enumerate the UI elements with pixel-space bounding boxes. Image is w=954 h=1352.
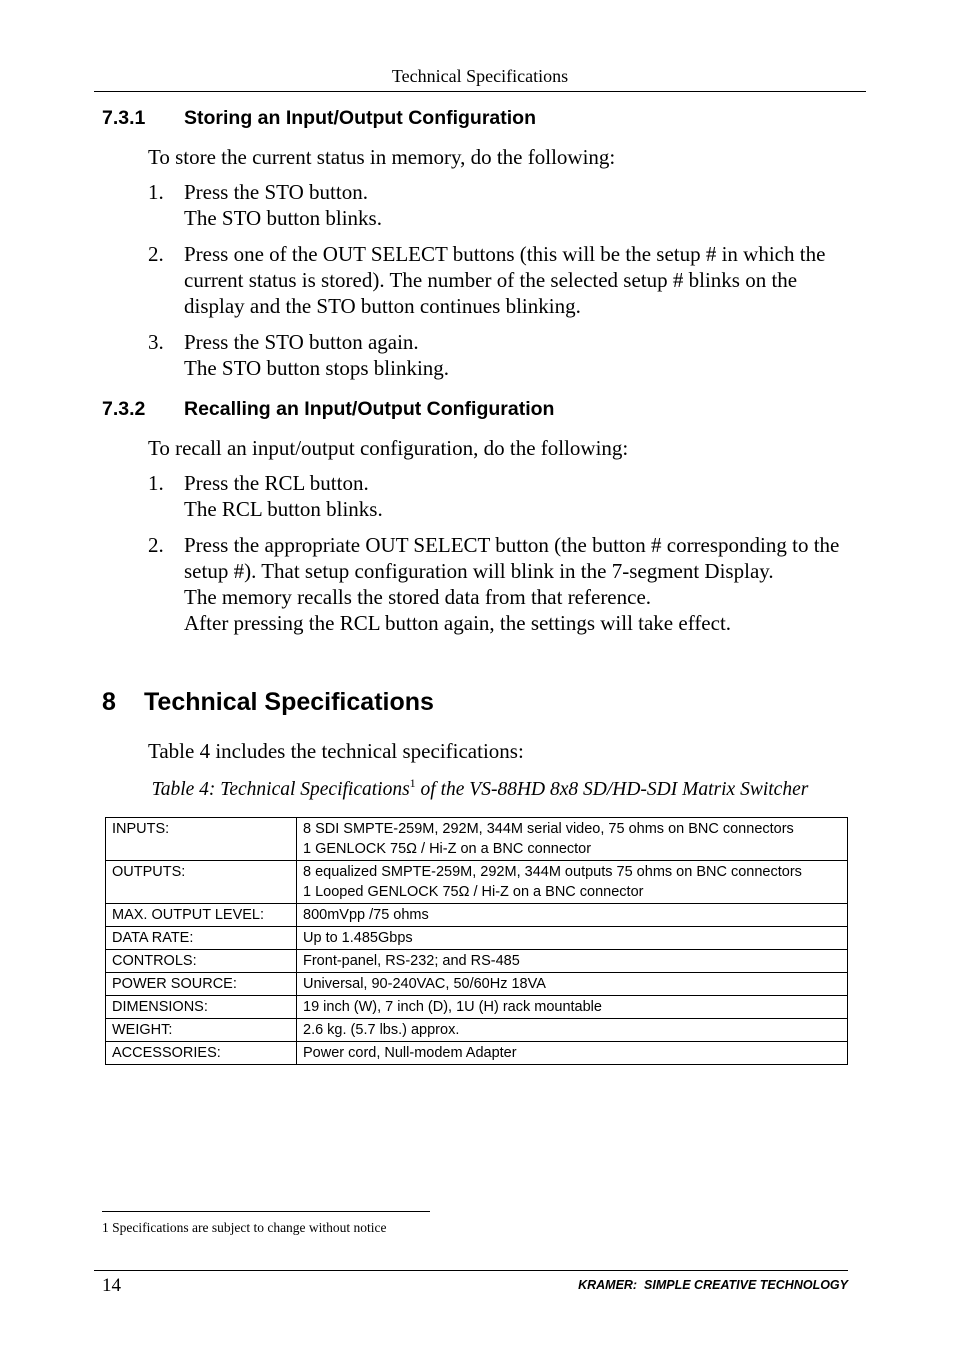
step-line: Press the RCL button. [184, 471, 369, 495]
chapter-title: Technical Specifications [144, 688, 434, 716]
spec-value [297, 861, 848, 904]
spec-value: Front-panel, RS-232; and RS-485 [297, 950, 848, 973]
section-number: 7.3.1 [102, 107, 146, 129]
spec-key: DATA RATE: [106, 927, 297, 950]
spec-value-line: 1 GENLOCK 75Ω / Hi-Z on a BNC connector [303, 841, 592, 857]
table-row [106, 996, 848, 1019]
step-line: Press one of the OUT SELECT buttons (this will be the setup # in which the current status is stored). The number of the selected setup # blinks on the display and the STO button continues blinking. [184, 242, 826, 318]
chapter-intro: Table 4 includes the technical specifications: [148, 739, 524, 763]
step-line: The STO button stops blinking. [184, 356, 450, 380]
caption-text: Table 4: Technical Specifications [151, 779, 410, 800]
list-item [148, 241, 858, 319]
section-intro-7-3-2: To recall an input/output configuration, do the following: [148, 436, 629, 460]
spec-value-line: 8 equalized SMPTE-259M, 292M, 344M outputs 75 ohms on BNC connectors [303, 864, 802, 880]
spec-value-line: 8 SDI SMPTE-259M, 292M, 344M serial video, 75 ohms on BNC connectors [303, 821, 794, 837]
list-item [148, 179, 858, 231]
table-row [106, 861, 848, 904]
list-item [148, 329, 858, 381]
list-item [148, 532, 858, 636]
footnote: 1 Specifications are subject to change without notice [102, 1220, 387, 1235]
step-number: 3. [148, 330, 164, 354]
running-header: Technical Specifications [391, 66, 569, 86]
section-intro-7-3-1: To store the current status in memory, do the following: [148, 145, 616, 169]
step-line: The STO button blinks. [184, 206, 382, 230]
spec-table [105, 817, 848, 1065]
spec-key: POWER SOURCE: [106, 973, 297, 996]
step-list-7-3-1 [148, 179, 858, 381]
step-list-7-3-2 [148, 470, 858, 636]
list-item [148, 470, 858, 522]
spec-key: WEIGHT: [106, 1019, 297, 1042]
table-caption [94, 777, 866, 803]
spec-key: CONTROLS: [106, 950, 297, 973]
step-number: 2. [148, 242, 164, 266]
spec-key: ACCESSORIES: [106, 1042, 297, 1065]
page-number: 14 [102, 1275, 121, 1296]
table-row [106, 904, 848, 927]
spec-key: OUTPUTS: [106, 861, 297, 904]
footnote-rule [102, 1211, 430, 1212]
section-title: Storing an Input/Output Configuration [184, 107, 537, 129]
step-line: The RCL button blinks. [184, 497, 383, 521]
footnote-marker: 1 [409, 776, 416, 790]
spec-key: MAX. OUTPUT LEVEL: [106, 904, 297, 927]
step-line: Press the STO button again. [184, 330, 419, 354]
header-rule [94, 91, 866, 92]
footer-brand: KRAMER: SIMPLE CREATIVE TECHNOLOGY [578, 1278, 848, 1292]
step-number: 1. [148, 471, 164, 495]
step-line: After pressing the RCL button again, the settings will take effect. [184, 611, 732, 635]
spec-value: 2.6 kg. (5.7 lbs.) approx. [297, 1019, 848, 1042]
step-number: 1. [148, 180, 164, 204]
spec-key: INPUTS: [106, 818, 297, 861]
spec-value: Power cord, Null-modem Adapter [297, 1042, 848, 1065]
section-number: 7.3.2 [102, 398, 146, 420]
table-row [106, 927, 848, 950]
spec-value: Up to 1.485Gbps [297, 927, 848, 950]
step-line: Press the STO button. [184, 180, 368, 204]
table-row [106, 973, 848, 996]
section-title: Recalling an Input/Output Configuration [184, 398, 555, 420]
table-row [106, 1019, 848, 1042]
spec-value-line: 1 Looped GENLOCK 75Ω / Hi-Z on a BNC connector [303, 884, 644, 900]
table-row [106, 818, 848, 861]
table-row [106, 1042, 848, 1065]
table-row [106, 950, 848, 973]
spec-value: 19 inch (W), 7 inch (D), 1U (H) rack mountable [297, 996, 848, 1019]
step-line: The memory recalls the stored data from that reference. [184, 585, 652, 609]
caption-text-rest: of the VS-88HD 8x8 SD/HD-SDI Matrix Switcher [415, 779, 809, 800]
spec-value: Universal, 90-240VAC, 50/60Hz 18VA [297, 973, 848, 996]
chapter-number: 8 [102, 688, 116, 716]
spec-value [297, 818, 848, 861]
footer-rule [94, 1270, 848, 1271]
step-line: Press the appropriate OUT SELECT button (the button # corresponding to the setup #). That setup configuration will blink in the 7-segment Display. [184, 533, 840, 583]
step-number: 2. [148, 533, 164, 557]
spec-value: 800mVpp /75 ohms [297, 904, 848, 927]
spec-key: DIMENSIONS: [106, 996, 297, 1019]
